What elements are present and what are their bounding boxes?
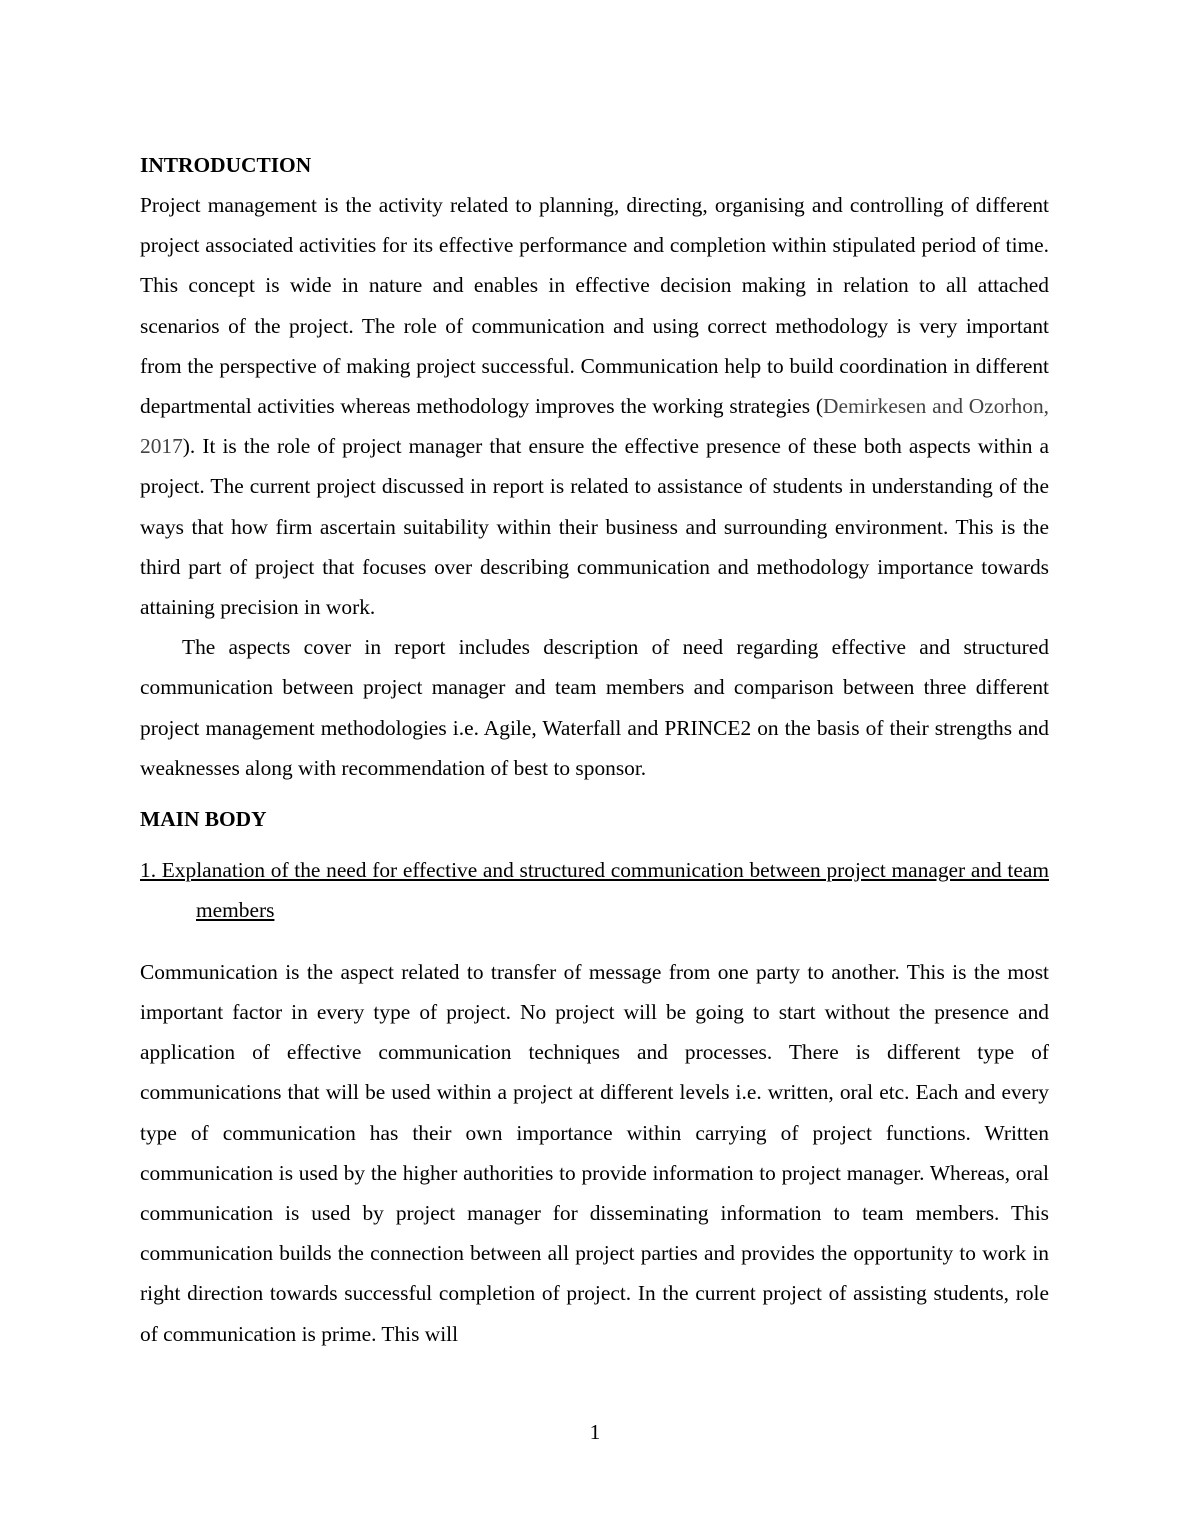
intro-text-part-2: ). It is the role of project manager that ensure the effective presence of these both aspects within a project. The current project discussed in report is related to assistance of students in understanding of the ways that how firm ascertain suitability within their business and surrounding environment. This is the third part of project that focuses over describing communication and methodology importance towards attaining precision in work. xyxy=(140,434,1049,620)
introduction-paragraph-1 xyxy=(140,185,1049,627)
citation-demirkesen: Demirkesen and Ozorhon, 2017 xyxy=(140,394,1049,459)
section-1-paragraph-1: Communication is the aspect related to transfer of message from one party to another. This is the most important factor in every type of project. No project will be going to start without the presence and application of effective communication techniques and processes. There is different type of communications that will be used within a project at different levels i.e. written, oral etc. Each and every type of communication has their own importance within carrying of project functions. Written communication is used by the higher authorities to provide information to project manager. Whereas, oral communication is used by project manager for disseminating information to team members. This communication builds the connection between all project parties and provides the opportunity to work in right direction towards successful completion of project. In the current project of assisting students, role of communication is prime. This will xyxy=(140,959,1049,1346)
section-1-heading: 1. Explanation of the need for effective and structured communication between project manager and team members xyxy=(140,858,1049,923)
page-number: 1 xyxy=(589,1420,601,1444)
intro-text-part-1: Project management is the activity related to planning, directing, organising and controlling of different project associated activities for its effective performance and completion within stipulated period of time. This concept is wide in nature and enables in effective decision making in relation to all attached scenarios of the project. The role of communication and using correct methodology is very important from the perspective of making project successful. Communication help to build coordination in different departmental activities whereas methodology improves the working strategies ( xyxy=(140,193,1049,419)
introduction-heading: INTRODUCTION xyxy=(140,153,312,177)
page-content xyxy=(140,145,1049,1354)
main-body-heading: MAIN BODY xyxy=(140,807,267,832)
introduction-paragraph-2: The aspects cover in report includes description of need regarding effective and structured communication between project manager and team members and comparison between three different project management methodologies i.e. Agile, Waterfall and PRINCE2 on the basis of their strengths and weaknesses along with recommendation of best to sponsor. xyxy=(140,635,1049,780)
